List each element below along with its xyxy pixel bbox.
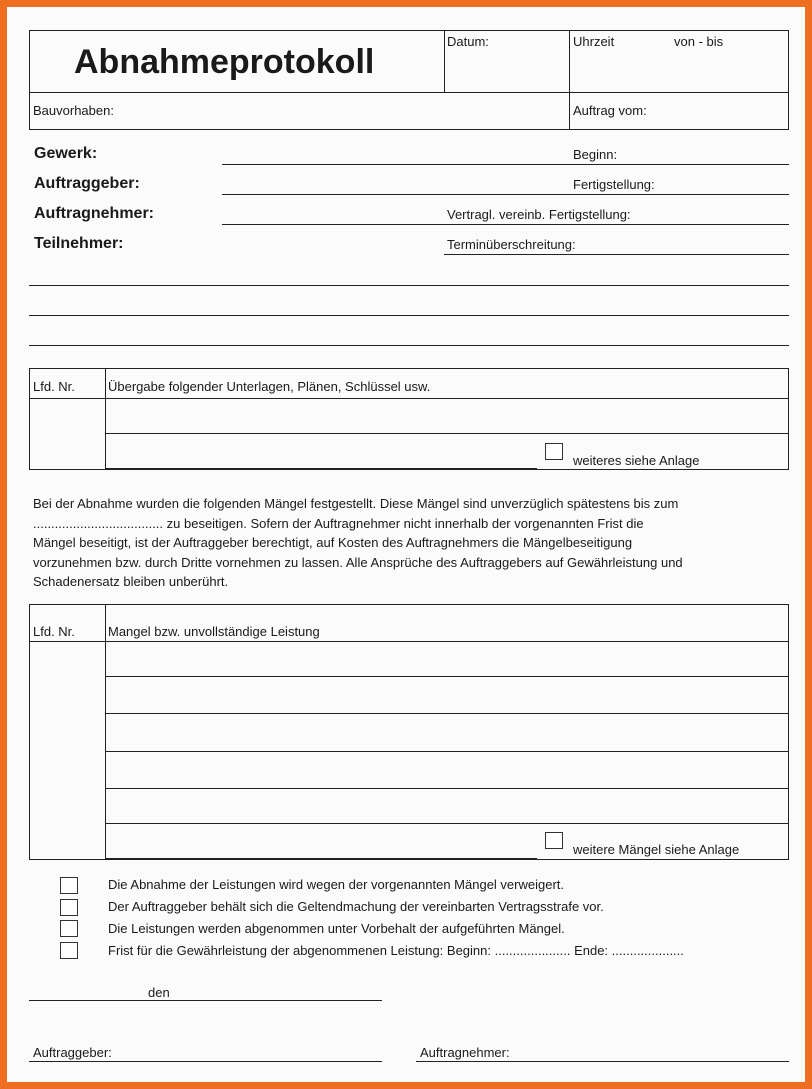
documents-row-line-2[interactable] [105,468,537,469]
documents-more-label: weiteres siehe Anlage [573,453,700,468]
paragraph-line: vorzunehmen bzw. durch Dritte vornehmen zu lassen. Alle Ansprüche des Auftraggebers auf Gewährleistung und [33,554,683,570]
teilnehmer-line-2[interactable] [29,285,789,286]
documents-more-checkbox[interactable] [545,443,563,460]
documents-col-divider [105,368,106,470]
gewerk-label: Gewerk: [34,145,98,162]
paragraph-line: .................................... zu beseitigen. Sofern der Auftragnehmer nicht innerhalb der vorgenannten Frist die [33,515,644,531]
option-checkbox-penalty[interactable] [60,899,78,916]
header-row-divider [29,92,789,93]
auftraggeber-signature-label: Auftraggeber: [33,1045,112,1060]
defects-row-line[interactable] [105,676,789,677]
fertigstellung-label: Fertigstellung: [573,177,655,192]
beginn-label: Beginn: [573,147,618,162]
documents-col-desc: Übergabe folgender Unterlagen, Plänen, Schlüssel usw. [108,379,431,394]
documents-header-divider [29,398,789,399]
option-checkbox-reservation[interactable] [60,920,78,937]
datum-field[interactable]: Datum: [447,34,489,49]
teilnehmer-label: Teilnehmer: [34,235,124,252]
defects-table [29,604,789,860]
defects-col-nr: Lfd. Nr. [33,624,75,639]
teilnehmer-line[interactable] [444,254,789,255]
paragraph-line: Schadenersatz bleiben unberührt. [33,574,229,589]
option-label-reservation: Die Leistungen werden abgenommen unter Vorbehalt der aufgeführten Mängel. [108,921,565,936]
option-label-penalty: Der Auftraggeber behält sich die Geltendmachung der vereinbarten Vertragsstrafe vor. [108,899,604,914]
documents-row-line[interactable] [105,433,789,434]
uhrzeit-field[interactable]: Uhrzeit [573,34,615,49]
place-date-line[interactable] [29,1000,382,1001]
defects-row-line[interactable] [105,751,789,752]
von-bis-label: von - bis [674,34,724,49]
option-label-warranty: Frist für die Gewährleistung der abgenommenen Leistung: Beginn: ..................... Ende: .................... [108,943,684,958]
auftraggeber-line[interactable] [222,194,789,195]
defects-row-line-last[interactable] [105,858,537,859]
defects-row-line[interactable] [105,823,789,824]
gewerk-line[interactable] [222,164,789,165]
defects-paragraph [33,494,785,592]
paragraph-line: Mängel beseitigt, ist der Auftraggeber berechtigt, auf Kosten des Auftragnehmers die Mängelbeseitigung [33,535,633,550]
header-divider-2 [569,30,570,130]
den-label: den [148,985,170,1000]
auftragnehmer-signature-line[interactable] [416,1061,789,1062]
defects-row-line[interactable] [105,713,789,714]
auftragnehmer-line[interactable] [222,224,789,225]
teilnehmer-line-3[interactable] [29,315,789,316]
option-label-refuse: Die Abnahme der Leistungen wird wegen der vorgenannten Mängel verweigert. [108,877,565,892]
auftragnehmer-signature-label: Auftragnehmer: [420,1045,510,1060]
header-divider-1 [444,30,445,93]
defects-more-checkbox[interactable] [545,832,563,849]
auftragnehmer-label: Auftragnehmer: [34,205,155,222]
bauvorhaben-field[interactable]: Bauvorhaben: [33,103,114,118]
page-title: Abnahmeprotokoll [74,43,375,81]
terminueberschreitung-label: Terminüberschreitung: [447,237,576,252]
auftraggeber-label: Auftraggeber: [34,175,140,192]
defects-more-label: weitere Mängel siehe Anlage [573,842,740,857]
paragraph-line: Bei der Abnahme wurden die folgenden Mängel festgestellt. Diese Mängel sind unverzüglich spätestens bis zum [33,496,679,511]
documents-col-nr: Lfd. Nr. [33,379,75,394]
defects-row-line[interactable] [105,788,789,789]
option-checkbox-refuse[interactable] [60,877,78,894]
auftrag-vom-field[interactable]: Auftrag vom: [573,103,647,118]
option-checkbox-warranty[interactable] [60,942,78,959]
defects-col-desc: Mangel bzw. unvollständige Leistung [108,624,320,639]
defects-header-divider [29,641,789,642]
teilnehmer-line-4[interactable] [29,345,789,346]
defects-col-divider [105,604,106,860]
vertragl-fertigstellung-label: Vertragl. vereinb. Fertigstellung: [447,207,631,222]
auftraggeber-signature-line[interactable] [29,1061,382,1062]
